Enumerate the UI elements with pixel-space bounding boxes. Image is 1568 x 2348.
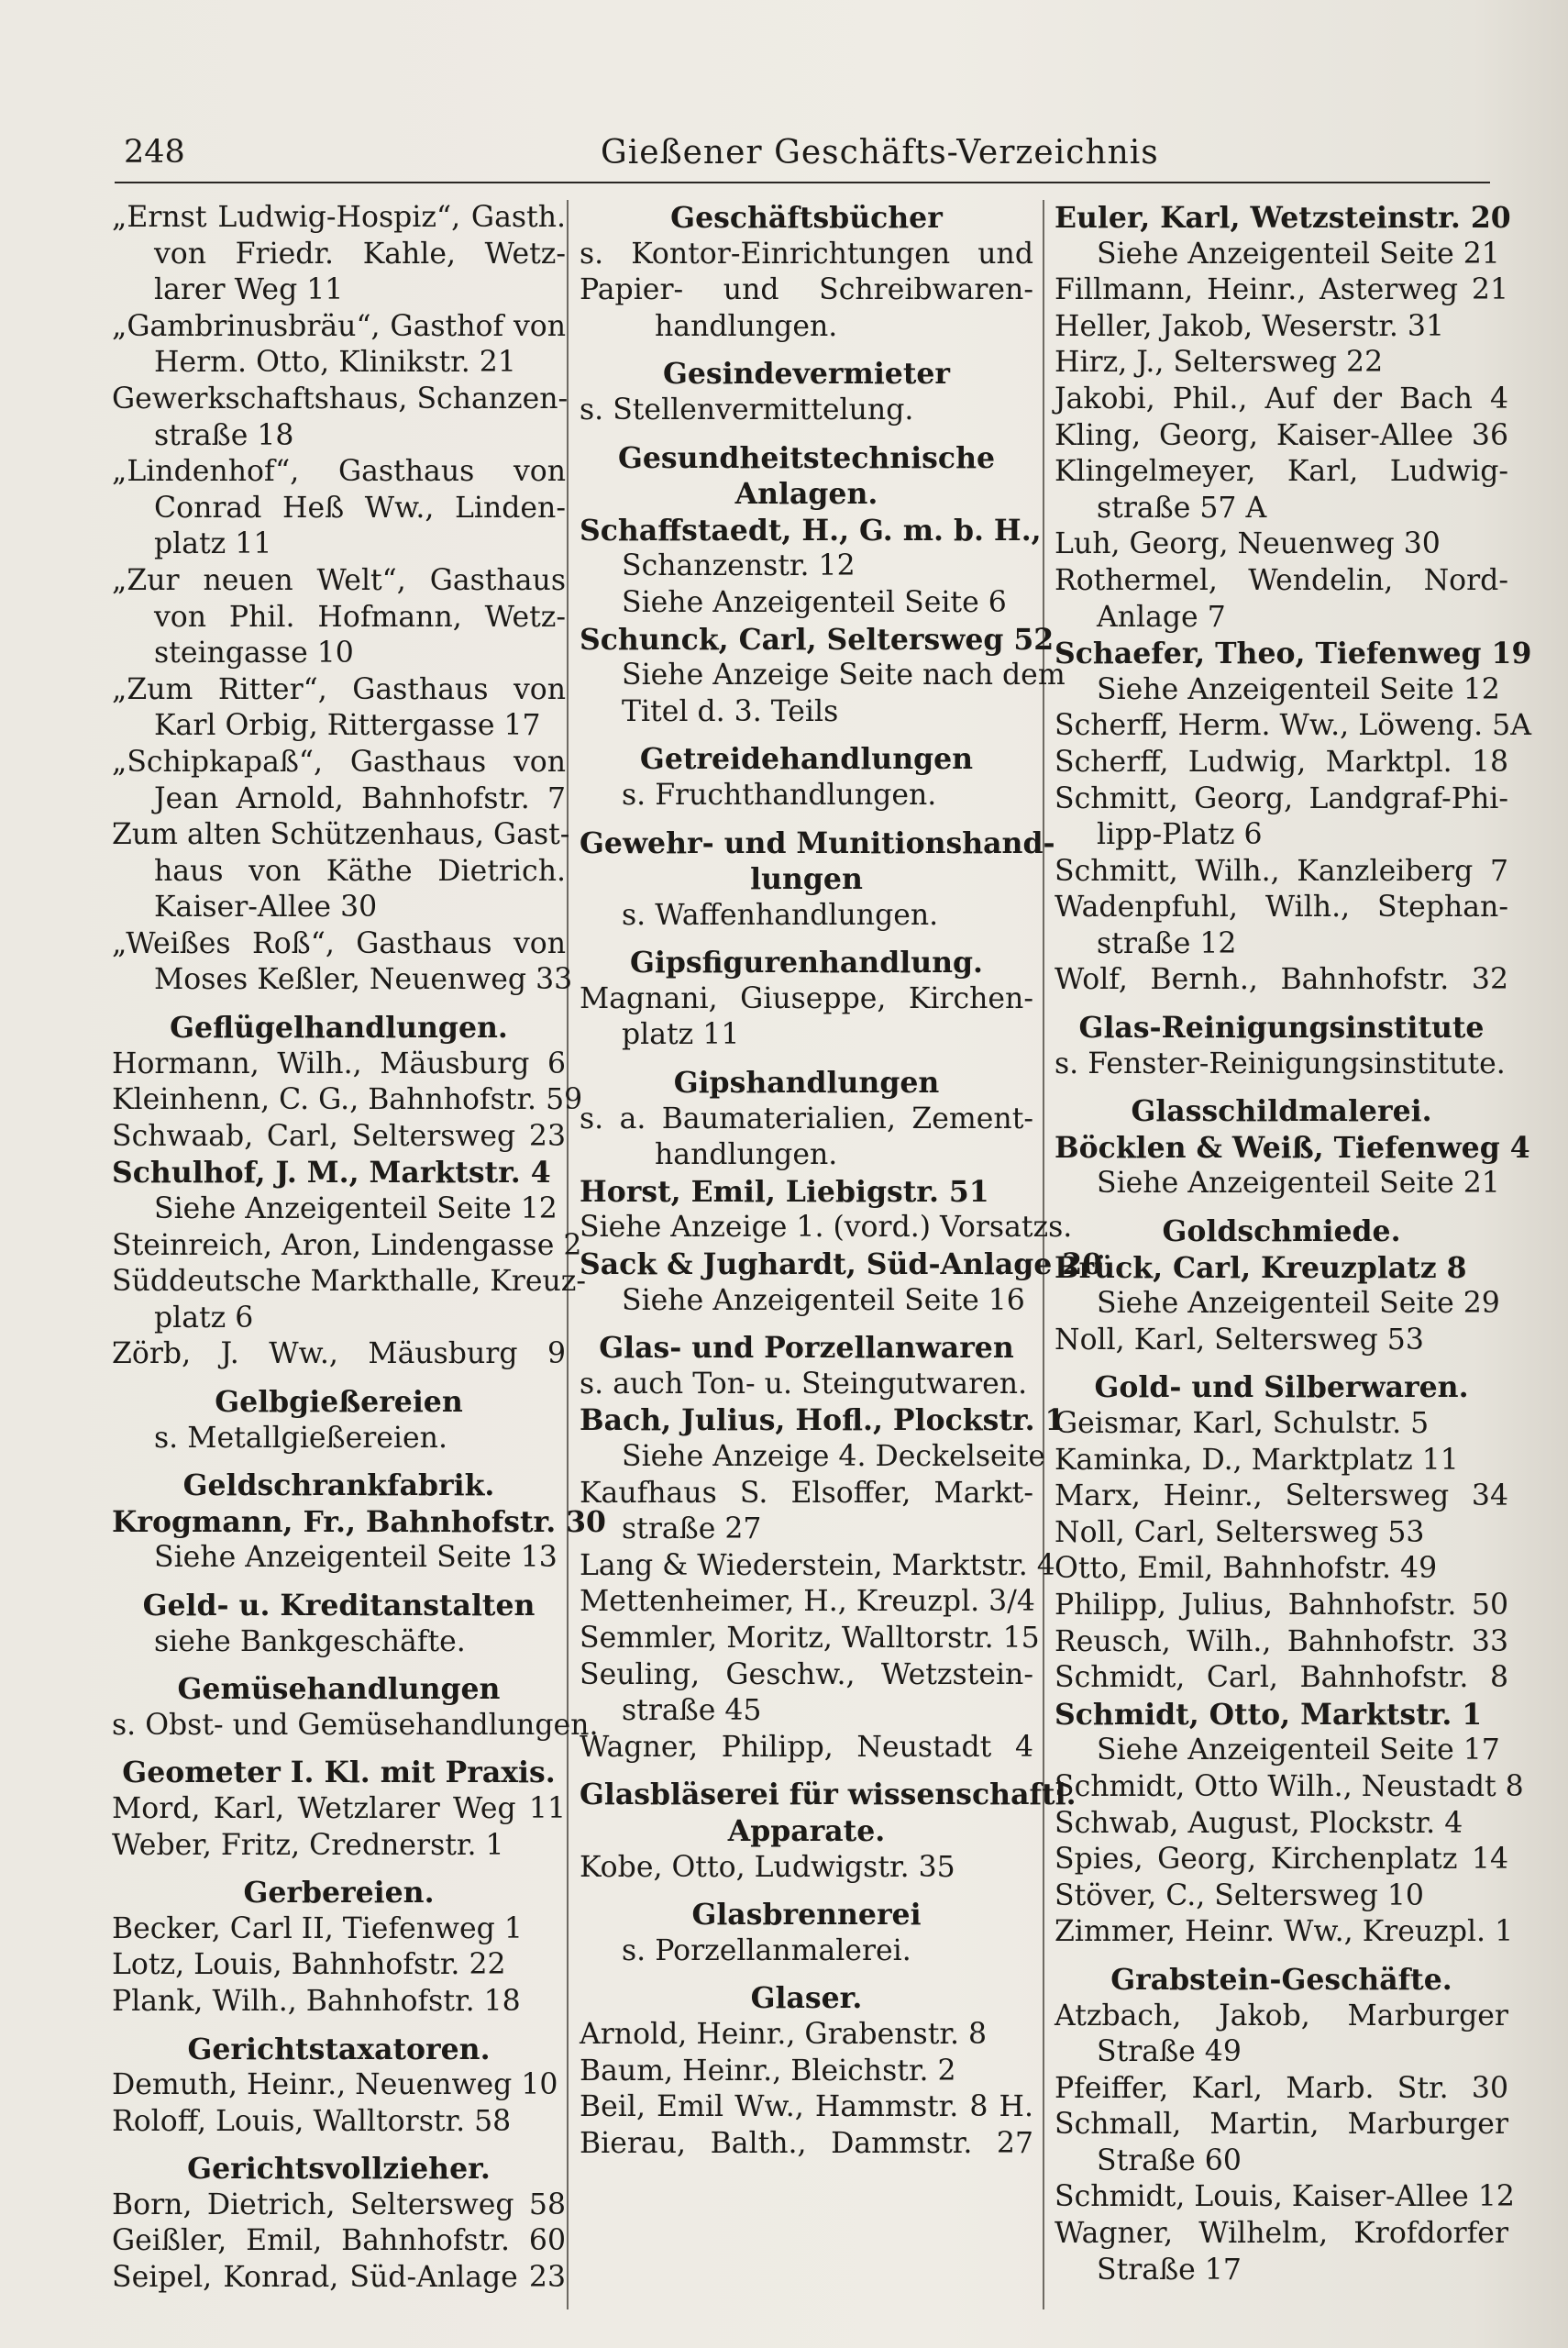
category-heading: Gelbgießereien	[215, 1385, 463, 1419]
directory-entry: Rothermel, Wendelin, Nord-	[1055, 563, 1508, 597]
directory-entry: Titel d. 3. Teils	[622, 694, 839, 728]
category-heading: Gerbereien.	[243, 1876, 435, 1911]
directory-entry: Schaefer, Theo, Tiefenweg 19	[1055, 637, 1532, 671]
directory-entry: Noll, Carl, Seltersweg 53	[1055, 1515, 1425, 1549]
directory-entry: Siehe Anzeigenteil Seite 21	[1097, 1167, 1500, 1201]
directory-entry: s. Fenster-Reinigungsinstitute.	[1055, 1047, 1506, 1080]
directory-entry: straße 57 A	[1097, 491, 1267, 525]
directory-entry: Magnani, Giuseppe, Kirchen-	[580, 981, 1033, 1015]
directory-entry: Otto, Emil, Bahnhofstr. 49	[1055, 1552, 1438, 1586]
directory-entry: Siehe Anzeigenteil Seite 29	[1097, 1287, 1500, 1321]
category-heading: Gerichtsvollzieher.	[187, 2152, 491, 2187]
directory-entry: s. Stellenvermittelung.	[580, 393, 914, 426]
directory-entry: handlungen.	[655, 309, 838, 343]
directory-entry: Brück, Carl, Kreuzplatz 8	[1055, 1250, 1467, 1285]
directory-entry: „Weißes Roß“, Gasthaus von	[112, 926, 566, 960]
directory-entry: „Zur neuen Welt“, Gasthaus	[112, 563, 566, 597]
directory-entry: Noll, Karl, Seltersweg 53	[1055, 1323, 1424, 1357]
category-heading: Geflügelhandlungen.	[170, 1011, 508, 1046]
category-heading: Gesundheitstechnische	[617, 440, 996, 475]
directory-entry: Jakobi, Phil., Auf der Bach 4	[1055, 382, 1508, 415]
page-number: 248	[124, 134, 185, 171]
column-left	[112, 200, 606, 2328]
category-heading: Gesindevermieter	[662, 357, 951, 392]
directory-entry: Geißler, Emil, Bahnhofstr. 60	[112, 2224, 566, 2258]
directory-entry: Stöver, C., Seltersweg 10	[1055, 1878, 1424, 1912]
directory-entry: straße 45	[622, 1694, 762, 1728]
category-heading: Grabstein-Geschäfte.	[1110, 1962, 1452, 1997]
directory-entry: Born, Dietrich, Seltersweg 58	[112, 2187, 566, 2221]
directory-entry: Baum, Heinr., Bleichstr. 2	[580, 2054, 956, 2088]
directory-entry: s. Metallgießereien.	[154, 1421, 447, 1455]
directory-entry: „Ernst Ludwig-Hospiz“, Gasth.	[112, 201, 566, 234]
directory-entry: Kaufhaus S. Elsoffer, Markt-	[580, 1476, 1033, 1510]
directory-entry: Horst, Emil, Liebigstr. 51	[580, 1174, 989, 1209]
directory-entry: siehe Bankgeschäfte.	[154, 1624, 466, 1658]
directory-entry: Siehe Anzeigenteil Seite 16	[622, 1283, 1025, 1317]
directory-entry: Papier- und Schreibwaren-	[580, 273, 1033, 307]
directory-entry: Siehe Anzeigenteil Seite 17	[1097, 1733, 1500, 1767]
directory-entry: Siehe Anzeigenteil Seite 6	[622, 585, 1007, 619]
directory-entry: Mord, Karl, Wetzlarer Weg 11	[112, 1791, 566, 1825]
category-heading: Goldschmiede.	[1162, 1214, 1401, 1249]
directory-entry: Schulhof, J. M., Marktstr. 4	[112, 1156, 551, 1191]
directory-entry: Kaiser-Allee 30	[154, 891, 378, 925]
directory-entry: Roloff, Louis, Walltorstr. 58	[112, 2104, 512, 2138]
category-heading: Glas- und Porzellanwaren	[599, 1331, 1014, 1366]
directory-entry: s. a. Baumaterialien, Zement-	[580, 1102, 1033, 1135]
directory-entry: Spies, Georg, Kirchenplatz 14	[1055, 1843, 1508, 1877]
directory-entry: Kleinhenn, C. G., Bahnhofstr. 59	[112, 1083, 583, 1117]
directory-entry: Conrad Heß Ww., Linden-	[154, 491, 566, 525]
directory-entry: Becker, Carl II, Tiefenweg 1	[112, 1911, 523, 1945]
directory-entry: Kobe, Otto, Ludwigstr. 35	[580, 1850, 955, 1884]
directory-entry: Süddeutsche Markthalle, Kreuz-	[112, 1265, 587, 1299]
running-title: Gießener Geschäfts-Verzeichnis	[601, 134, 1159, 172]
directory-entry: „Zum Ritter“, Gasthaus von	[112, 672, 566, 706]
directory-entry: Heller, Jakob, Weserstr. 31	[1055, 309, 1445, 343]
directory-entry: Zum alten Schützenhaus, Gast-	[112, 818, 570, 852]
directory-entry: Gewerkschaftshaus, Schanzen-	[112, 382, 569, 415]
directory-entry: Herm. Otto, Klinikstr. 21	[154, 346, 516, 380]
directory-entry: von Phil. Hofmann, Wetz-	[154, 600, 566, 634]
directory-entry: Schmitt, Wilh., Kanzleiberg 7	[1055, 854, 1508, 888]
directory-entry: Seipel, Konrad, Süd-Anlage 23	[112, 2261, 566, 2295]
directory-entry: „Gambrinusbräu“, Gasthof von	[112, 309, 566, 343]
directory-entry: Anlage 7	[1097, 600, 1226, 634]
directory-entry: straße 12	[1097, 926, 1237, 960]
category-heading: Gerichtstaxatoren.	[187, 2032, 491, 2066]
category-heading: Gipsfigurenhandlung.	[630, 946, 983, 980]
directory-entry: Straße 60	[1097, 2143, 1242, 2177]
directory-entry: Fillmann, Heinr., Asterweg 21	[1055, 273, 1508, 307]
directory-entry: Wagner, Philipp, Neustadt 4	[580, 1730, 1033, 1764]
directory-entry: s. Obst- und Gemüsehandlungen.	[112, 1708, 599, 1742]
directory-entry: Euler, Karl, Wetzsteinstr. 20	[1055, 201, 1511, 235]
directory-entry: Straße 17	[1097, 2253, 1242, 2287]
directory-entry: Schanzenstr. 12	[622, 549, 856, 583]
directory-entry: Bierau, Balth., Dammstr. 27	[580, 2126, 1033, 2160]
directory-entry: Scherff, Herm. Ww., Löweng. 5A	[1055, 709, 1531, 743]
directory-entry: Bach, Julius, Hofl., Plockstr. 1	[580, 1403, 1066, 1438]
directory-entry: Siehe Anzeigenteil Seite 12	[154, 1192, 558, 1226]
directory-entry: Pfeiffer, Karl, Marb. Str. 30	[1055, 2071, 1508, 2105]
directory-entry: Beil, Emil Ww., Hammstr. 8 H.	[580, 2090, 1033, 2124]
directory-entry: Moses Keßler, Neuenweg 33	[154, 963, 573, 997]
directory-entry: „Lindenhof“, Gasthaus von	[112, 455, 566, 489]
directory-entry: Demuth, Heinr., Neuenweg 10	[112, 2068, 558, 2102]
page-header	[115, 127, 1490, 183]
directory-entry: Philipp, Julius, Bahnhofstr. 50	[1055, 1588, 1508, 1622]
directory-entry: Schwab, August, Plockstr. 4	[1055, 1806, 1463, 1840]
directory-entry: Krogmann, Fr., Bahnhofstr. 30	[112, 1504, 606, 1539]
directory-entry: Mettenheimer, H., Kreuzpl. 3/4	[580, 1585, 1035, 1619]
directory-entry: Semmler, Moritz, Walltorstr. 15	[580, 1621, 1040, 1655]
column-middle	[580, 200, 1103, 2328]
directory-entry: Karl Orbig, Rittergasse 17	[154, 709, 541, 743]
directory-entry: Plank, Wilh., Bahnhofstr. 18	[112, 1984, 521, 2018]
directory-entry: Scherff, Ludwig, Marktpl. 18	[1055, 745, 1508, 779]
category-heading: Gemüsehandlungen	[177, 1672, 501, 1707]
directory-entry: Kaminka, D., Marktplatz 11	[1055, 1443, 1459, 1477]
column-right	[1055, 200, 1532, 2328]
directory-entry: Hirz, J., Seltersweg 22	[1055, 346, 1384, 380]
directory-entry: straße 18	[154, 418, 294, 452]
category-heading: Geometer I. Kl. mit Praxis.	[122, 1755, 556, 1790]
directory-entry: Kling, Georg, Kaiser-Allee 36	[1055, 418, 1508, 452]
directory-entry: straße 27	[622, 1512, 762, 1546]
directory-entry: steingasse 10	[154, 637, 354, 670]
directory-entry: s. Porzellanmalerei.	[622, 1933, 911, 1967]
category-heading: Glaser.	[750, 1981, 863, 2016]
category-heading: Anlagen.	[734, 477, 878, 512]
directory-entry: lipp-Platz 6	[1097, 818, 1263, 852]
category-heading: Geschäftsbücher	[670, 201, 943, 235]
directory-entry: s. Kontor-Einrichtungen und	[580, 237, 1033, 271]
directory-entry: Atzbach, Jakob, Marburger	[1055, 1999, 1508, 2032]
directory-entry: Reusch, Wilh., Bahnhofstr. 33	[1055, 1624, 1508, 1658]
directory-entry: Böcklen & Weiß, Tiefenweg 4	[1055, 1130, 1530, 1165]
directory-entry: platz 11	[622, 1018, 740, 1052]
directory-entry: Siehe Anzeigenteil Seite 12	[1097, 672, 1500, 706]
directory-entry: von Friedr. Kahle, Wetz-	[154, 237, 566, 271]
directory-entry: Marx, Heinr., Seltersweg 34	[1055, 1479, 1508, 1513]
directory-entry: Wadenpfuhl, Wilh., Stephan-	[1055, 891, 1508, 925]
directory-entry: Schmidt, Otto Wilh., Neustadt 8	[1055, 1769, 1524, 1803]
category-heading: Gold- und Silberwaren.	[1094, 1370, 1469, 1405]
directory-entry: s. auch Ton- u. Steingutwaren.	[580, 1367, 1028, 1401]
directory-entry: Seuling, Geschw., Wetzstein-	[580, 1657, 1033, 1691]
directory-entry: Lang & Wiederstein, Marktstr. 4	[580, 1548, 1055, 1582]
directory-entry: Zörb, J. Ww., Mäusburg 9	[112, 1337, 566, 1371]
directory-entry: handlungen.	[655, 1138, 838, 1172]
directory-entry: Geismar, Karl, Schulstr. 5	[1055, 1407, 1430, 1440]
directory-entry: Wolf, Bernh., Bahnhofstr. 32	[1055, 963, 1508, 997]
directory-entry: s. Waffenhandlungen.	[622, 898, 939, 932]
directory-entry: Zimmer, Heinr. Ww., Kreuzpl. 1	[1055, 1915, 1514, 1949]
category-heading: Gewehr- und Munitionshand-	[580, 825, 1055, 860]
directory-entry: Schunck, Carl, Seltersweg 52	[580, 622, 1055, 657]
category-heading: Gipshandlungen	[673, 1066, 940, 1101]
directory-entry: Schmitt, Georg, Landgraf-Phi-	[1055, 781, 1508, 815]
directory-entry: Siehe Anzeigenteil Seite 21	[1097, 237, 1500, 271]
directory-entry: Weber, Fritz, Crednerstr. 1	[112, 1828, 504, 1862]
directory-entry: Lotz, Louis, Bahnhofstr. 22	[112, 1948, 506, 1982]
category-heading: Glasschildmalerei.	[1131, 1094, 1432, 1129]
directory-entry: larer Weg 11	[154, 273, 344, 307]
directory-entry: Jean Arnold, Bahnhofstr. 7	[154, 781, 566, 815]
directory-entry: Schmidt, Carl, Bahnhofstr. 8	[1055, 1661, 1508, 1695]
category-heading: Geld- u. Kreditanstalten	[142, 1588, 536, 1623]
category-heading: Glas-Reinigungsinstitute	[1078, 1011, 1485, 1046]
directory-entry: Wagner, Wilhelm, Krofdorfer	[1055, 2217, 1508, 2251]
category-heading: Apparate.	[727, 1813, 886, 1848]
directory-entry: Klingelmeyer, Karl, Ludwig-	[1055, 455, 1508, 489]
directory-entry: Luh, Georg, Neuenweg 30	[1055, 527, 1441, 561]
directory-entry: Steinreich, Aron, Lindengasse 2	[112, 1228, 582, 1262]
directory-entry: Schaffstaedt, H., G. m. b. H.,	[580, 513, 1042, 548]
directory-entry: Schwaab, Carl, Seltersweg 23	[112, 1119, 566, 1153]
directory-entry: s. Fruchthandlungen.	[622, 778, 937, 812]
category-heading: Glasbrennerei	[691, 1898, 922, 1933]
category-heading: Getreidehandlungen	[639, 742, 974, 777]
directory-entry: „Schipkapaß“, Gasthaus von	[112, 745, 566, 779]
directory-entry: platz 11	[154, 527, 272, 561]
directory-entry: Arnold, Heinr., Grabenstr. 8	[580, 2017, 988, 2051]
directory-entry: Hormann, Wilh., Mäusburg 6	[112, 1047, 566, 1080]
category-heading: lungen	[750, 862, 863, 897]
directory-entry: Sack & Jughardt, Süd-Anlage 20	[580, 1247, 1103, 1282]
directory-entry: Schmall, Martin, Marburger	[1055, 2108, 1508, 2142]
directory-entry: platz 6	[154, 1301, 254, 1335]
category-heading: Geldschrankfabrik.	[182, 1468, 495, 1503]
directory-entry: Siehe Anzeige 1. (vord.) Vorsatzs.	[580, 1211, 1073, 1245]
directory-entry: haus von Käthe Dietrich.	[154, 854, 566, 888]
directory-entry: Schmidt, Otto, Marktstr. 1	[1055, 1697, 1483, 1732]
directory-entry: Siehe Anzeige 4. Deckelseite	[622, 1440, 1045, 1473]
category-heading: Glasbläserei für wissenschaftl.	[580, 1778, 1077, 1812]
directory-entry: Schmidt, Louis, Kaiser-Allee 12	[1055, 2180, 1515, 2214]
directory-entry: Straße 49	[1097, 2035, 1242, 2069]
directory-entry: Siehe Anzeige Seite nach dem	[622, 659, 1066, 692]
directory-entry: Siehe Anzeigenteil Seite 13	[154, 1541, 558, 1575]
